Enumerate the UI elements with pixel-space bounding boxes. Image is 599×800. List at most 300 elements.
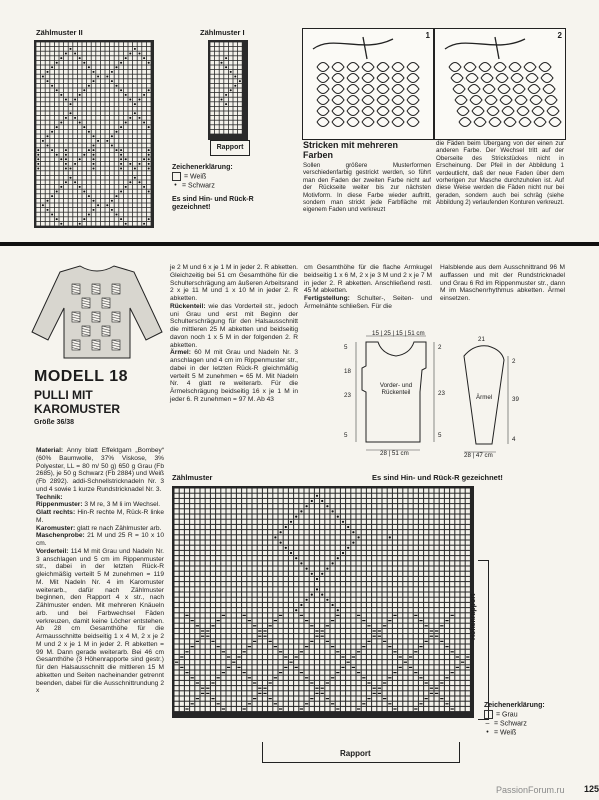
main-chart-cell xyxy=(398,613,402,617)
main-chart-cell xyxy=(216,681,220,685)
legend-black-text: = Schwarz xyxy=(182,182,215,190)
main-chart-cell xyxy=(414,634,418,638)
knit-loop xyxy=(377,118,389,127)
instruction-paragraph xyxy=(36,494,164,502)
chart-cell xyxy=(59,176,63,180)
main-chart-cell xyxy=(253,504,257,508)
main-chart-cell xyxy=(440,707,444,711)
chart-cell xyxy=(124,61,128,65)
main-chart-cell xyxy=(294,697,298,701)
zaehlmuster-1-title: Zählmuster I xyxy=(200,28,245,37)
chart-cell xyxy=(101,98,105,102)
main-chart-cell xyxy=(461,702,465,706)
chart-cell xyxy=(115,42,119,46)
chart-dot xyxy=(51,149,53,151)
main-chart-cell xyxy=(383,530,387,534)
chart-cell xyxy=(82,148,86,152)
chart-cell xyxy=(87,217,91,221)
main-chart-cell xyxy=(206,645,210,649)
main-chart-cell xyxy=(377,541,381,545)
main-chart-cell xyxy=(237,499,241,503)
main-chart-cell xyxy=(424,572,428,576)
main-chart-cell xyxy=(305,593,309,597)
main-chart-cell xyxy=(393,603,397,607)
main-chart-cell xyxy=(331,681,335,685)
chart-cell xyxy=(110,98,114,102)
chart-dot xyxy=(74,98,76,100)
chart-cell xyxy=(119,194,123,198)
main-chart-cell xyxy=(253,598,257,602)
main-chart-cell xyxy=(268,561,272,565)
main-chart-cell xyxy=(289,577,293,581)
main-chart-cell xyxy=(190,504,194,508)
main-chart-cell xyxy=(409,608,413,612)
main-chart-cell xyxy=(346,535,350,539)
chart-dot xyxy=(79,121,81,123)
main-chart-cell xyxy=(409,619,413,623)
main-chart-cell xyxy=(216,660,220,664)
main-chart-cell xyxy=(341,509,345,513)
main-chart-cell xyxy=(419,520,423,524)
main-chart-cell xyxy=(372,624,376,628)
chart-cell xyxy=(87,125,91,129)
chart-dot xyxy=(148,163,150,165)
main-chart-cell xyxy=(435,598,439,602)
chart-cell xyxy=(92,121,96,125)
main-chart-dash xyxy=(237,667,240,668)
chart-cell xyxy=(105,171,109,175)
main-chart-cell xyxy=(414,541,418,545)
check-square xyxy=(92,284,100,294)
chart-dot xyxy=(88,85,90,87)
main-chart-cell xyxy=(180,593,184,597)
main-chart-cell xyxy=(445,556,449,560)
main-chart-dash xyxy=(284,667,287,668)
main-chart-cell xyxy=(284,489,288,493)
paragraph-right: die Fäden beim Übergang von der einen zur anderen Farbe. Der Wechsel tritt auf der Oberseite des Strickstückes nicht in Erscheinung. Der Pfeil in der Abbildung 1 verdeutlicht, daß der neue Faden über dem vorherigen zur Masche durchzuholen ist. Auf diese Weise werden die Fäden nicht nur bei geraden, sondern auch bei schräg (siehe Abbildung 2) verlaufenden Konturen verkreuzt. xyxy=(436,140,564,207)
main-chart-cell xyxy=(440,504,444,508)
main-chart-cell xyxy=(357,556,361,560)
main-chart-cell xyxy=(206,697,210,701)
chart-cell xyxy=(147,213,151,217)
chart-cell xyxy=(78,111,82,115)
chart-dot xyxy=(92,209,94,211)
main-chart-cell xyxy=(305,639,309,643)
main-chart-cell xyxy=(242,587,246,591)
main-chart-cell xyxy=(185,541,189,545)
knit-loop xyxy=(528,85,540,94)
main-chart-cell xyxy=(253,691,257,695)
main-chart-cell xyxy=(284,582,288,586)
chart-cell xyxy=(229,75,233,79)
main-chart-cell xyxy=(284,494,288,498)
chart-cell xyxy=(96,65,100,69)
main-chart-cell xyxy=(341,639,345,643)
main-chart-cell xyxy=(414,624,418,628)
instruction-heading: Ärmel: xyxy=(170,349,191,357)
main-chart-cell xyxy=(440,691,444,695)
main-chart-cell xyxy=(211,520,215,524)
rapport-box-1 xyxy=(210,140,250,156)
chart-cell xyxy=(115,157,119,161)
chart-cell xyxy=(55,75,59,79)
chart-cell xyxy=(124,70,128,74)
main-chart-cell xyxy=(216,504,220,508)
main-chart-cell xyxy=(383,613,387,617)
main-chart-cell xyxy=(351,598,355,602)
chart-cell xyxy=(46,56,50,60)
main-chart-cell xyxy=(414,655,418,659)
main-chart-cell xyxy=(320,535,324,539)
chart-cell xyxy=(105,93,109,97)
main-chart-cell xyxy=(398,515,402,519)
chart-cell xyxy=(220,111,224,115)
knit-loop xyxy=(539,63,551,72)
main-chart-cell xyxy=(351,676,355,680)
chart-cell xyxy=(46,217,50,221)
chart-cell xyxy=(215,70,219,74)
main-chart-cell xyxy=(289,624,293,628)
main-chart-cell xyxy=(320,624,324,628)
main-chart-cell xyxy=(383,587,387,591)
chart-cell xyxy=(46,61,50,65)
chart-cell xyxy=(50,185,54,189)
main-chart-dash xyxy=(440,641,443,642)
main-chart-cell xyxy=(372,650,376,654)
chart-cell xyxy=(87,203,91,207)
main-chart-cell xyxy=(201,530,205,534)
main-chart-cell xyxy=(435,561,439,565)
knit-loop xyxy=(392,118,404,127)
chart-cell xyxy=(96,190,100,194)
main-chart-cell xyxy=(237,515,241,519)
main-chart-cell xyxy=(268,504,272,508)
main-chart-cell xyxy=(310,541,314,545)
main-chart-cell xyxy=(367,577,371,581)
instruction-paragraph: Fertigstellung: Schulter-, Seiten- und Ärmelnähte schließen. Für die xyxy=(304,295,432,310)
main-chart-cell xyxy=(388,624,392,628)
main-chart-cell xyxy=(362,556,366,560)
chart-cell xyxy=(50,217,54,221)
main-chart-cell xyxy=(429,702,433,706)
main-chart-cell xyxy=(445,608,449,612)
main-chart-cell xyxy=(450,546,454,550)
chart-cell xyxy=(138,203,142,207)
main-chart-cell xyxy=(383,619,387,623)
main-chart-cell xyxy=(461,561,465,565)
main-chart-dash xyxy=(300,708,303,709)
main-chart-cell xyxy=(253,707,257,711)
main-chart-cell xyxy=(315,561,319,565)
main-chart-cell xyxy=(403,515,407,519)
main-chart-cell xyxy=(320,598,324,602)
main-chart-cell xyxy=(450,535,454,539)
chart-cell xyxy=(233,42,237,46)
main-chart-cell xyxy=(372,535,376,539)
main-chart-cell xyxy=(357,624,361,628)
main-chart-cell xyxy=(409,676,413,680)
chart-cell xyxy=(73,203,77,207)
main-chart-cell xyxy=(466,587,470,591)
main-chart-dot xyxy=(300,510,302,512)
chart-cell xyxy=(215,130,219,134)
main-chart-cell xyxy=(247,499,251,503)
chart-cell xyxy=(96,102,100,106)
chart-cell xyxy=(36,42,40,46)
chart-cell xyxy=(105,194,109,198)
main-chart-cell xyxy=(175,645,179,649)
main-chart-cell xyxy=(180,707,184,711)
main-chart-dash xyxy=(425,682,428,683)
dot-icon-bottom: • xyxy=(486,728,489,736)
instruction-paragraph: Karomuster: glatt re nach Zählmuster arb. xyxy=(36,524,162,532)
main-chart-cell xyxy=(357,645,361,649)
chart-cell xyxy=(233,61,237,65)
chart-cell xyxy=(41,70,45,74)
chart-cell xyxy=(87,222,91,226)
main-chart-cell xyxy=(279,582,283,586)
chart-cell xyxy=(69,171,73,175)
chart-cell xyxy=(110,102,114,106)
main-chart-cell xyxy=(211,556,215,560)
main-chart-cell xyxy=(435,619,439,623)
main-chart-cell xyxy=(461,551,465,555)
knit-loop xyxy=(543,85,555,94)
main-chart-cell xyxy=(185,681,189,685)
main-chart-cell xyxy=(201,577,205,581)
main-chart-cell xyxy=(185,697,189,701)
chart-cell xyxy=(55,121,59,125)
main-chart-cell xyxy=(367,593,371,597)
main-chart-cell xyxy=(362,691,366,695)
chart-cell xyxy=(142,70,146,74)
main-chart-cell xyxy=(268,582,272,586)
main-chart-cell xyxy=(388,572,392,576)
chart-cell xyxy=(59,98,63,102)
main-chart-cell xyxy=(331,494,335,498)
main-chart-cell xyxy=(455,509,459,513)
main-chart-dash xyxy=(248,620,251,621)
chart-cell xyxy=(229,121,233,125)
main-chart-dash xyxy=(451,672,454,673)
main-chart-cell xyxy=(367,613,371,617)
chart-cell xyxy=(128,153,132,157)
main-chart-cell xyxy=(201,650,205,654)
main-chart-cell xyxy=(185,546,189,550)
chart-cell xyxy=(105,217,109,221)
main-chart-cell xyxy=(201,546,205,550)
chart-cell xyxy=(124,102,128,106)
main-chart-cell xyxy=(331,671,335,675)
main-chart-cell xyxy=(403,634,407,638)
chart-cell xyxy=(41,144,45,148)
chart-cell xyxy=(50,107,54,111)
main-chart-cell xyxy=(341,494,345,498)
main-chart-dash xyxy=(232,662,235,663)
knit-loop xyxy=(496,74,508,83)
chart-cell xyxy=(115,52,119,56)
main-chart-cell xyxy=(221,619,225,623)
chart-cell xyxy=(147,98,151,102)
main-chart-cell xyxy=(424,686,428,690)
main-chart-dot xyxy=(389,536,391,538)
main-chart-cell xyxy=(237,598,241,602)
main-chart-cell xyxy=(310,634,314,638)
main-chart-cell xyxy=(315,619,319,623)
schematic-right-1: 2 xyxy=(438,344,442,351)
chart-cell xyxy=(41,171,45,175)
main-chart-dash xyxy=(425,641,428,642)
chart-cell xyxy=(41,185,45,189)
chart-cell xyxy=(92,47,96,51)
main-chart-dot xyxy=(321,573,323,575)
main-chart-cell xyxy=(388,551,392,555)
main-chart-cell xyxy=(315,645,319,649)
main-chart-cell xyxy=(325,582,329,586)
chart-cell xyxy=(36,75,40,79)
chart-cell xyxy=(215,47,219,51)
main-chart-dash xyxy=(279,672,282,673)
main-chart-cell xyxy=(403,520,407,524)
main-chart-cell xyxy=(315,572,319,576)
chart-cell xyxy=(147,56,151,60)
main-chart-cell xyxy=(346,639,350,643)
main-chart-cell xyxy=(195,676,199,680)
main-chart-cell xyxy=(388,671,392,675)
main-chart-cell xyxy=(346,629,350,633)
main-chart-cell xyxy=(346,608,350,612)
main-chart-cell xyxy=(175,676,179,680)
chart-cell xyxy=(55,176,59,180)
main-chart-cell xyxy=(383,494,387,498)
main-chart-cell xyxy=(211,582,215,586)
chart-cell xyxy=(96,176,100,180)
chart-dot xyxy=(74,163,76,165)
main-chart-cell xyxy=(237,572,241,576)
chart-cell xyxy=(119,199,123,203)
main-chart-cell xyxy=(450,530,454,534)
main-chart-cell xyxy=(403,650,407,654)
main-chart-cell xyxy=(393,561,397,565)
main-chart-cell xyxy=(383,608,387,612)
main-chart-cell xyxy=(336,619,340,623)
main-chart-cell xyxy=(227,567,231,571)
main-chart-cell xyxy=(450,593,454,597)
chart-cell xyxy=(133,88,137,92)
main-chart-cell xyxy=(273,650,277,654)
chart-cell xyxy=(138,176,142,180)
chart-cell xyxy=(233,52,237,56)
knit-loop xyxy=(489,118,501,127)
chart-cell xyxy=(119,84,123,88)
main-chart-cell xyxy=(221,525,225,529)
main-chart-cell xyxy=(227,577,231,581)
chart-cell xyxy=(138,84,142,88)
main-chart-cell xyxy=(331,655,335,659)
chart-dot xyxy=(83,62,85,64)
main-chart-cell xyxy=(289,681,293,685)
main-chart-cell xyxy=(294,525,298,529)
main-chart-cell xyxy=(279,660,283,664)
main-chart-cell xyxy=(403,697,407,701)
main-chart-dash xyxy=(425,625,428,626)
main-chart-cell xyxy=(268,671,272,675)
main-chart-dash xyxy=(269,625,272,626)
main-chart-cell xyxy=(320,676,324,680)
knit-loop xyxy=(377,63,389,72)
main-chart-cell xyxy=(440,702,444,706)
main-chart-cell xyxy=(383,686,387,690)
main-chart-cell xyxy=(403,572,407,576)
main-chart-cell xyxy=(242,546,246,550)
main-chart-cell xyxy=(331,525,335,529)
main-chart-cell xyxy=(403,582,407,586)
main-chart-cell xyxy=(393,608,397,612)
chart-cell xyxy=(87,139,91,143)
chart-cell xyxy=(133,107,137,111)
main-chart-cell xyxy=(247,697,251,701)
chart-dot xyxy=(92,149,94,151)
main-chart-cell xyxy=(398,707,402,711)
main-chart-cell xyxy=(346,515,350,519)
chart-cell xyxy=(215,107,219,111)
main-chart-cell xyxy=(461,499,465,503)
chart-cell xyxy=(55,134,59,138)
main-chart-dot xyxy=(295,609,297,611)
chart-cell xyxy=(229,102,233,106)
main-chart-cell xyxy=(383,629,387,633)
chart-cell xyxy=(115,125,119,129)
main-chart-cell xyxy=(206,665,210,669)
main-chart-cell xyxy=(388,541,392,545)
main-chart-cell xyxy=(393,551,397,555)
main-chart-cell xyxy=(450,587,454,591)
chart-cell xyxy=(69,116,73,120)
chart-cell xyxy=(59,52,63,56)
main-chart-cell xyxy=(206,494,210,498)
main-chart-cell xyxy=(201,707,205,711)
main-chart-cell xyxy=(185,582,189,586)
main-chart-cell xyxy=(232,671,236,675)
main-chart-dash xyxy=(196,698,199,699)
chart-dot xyxy=(120,163,122,165)
main-chart-cell xyxy=(195,587,199,591)
chart-cell xyxy=(73,102,77,106)
main-chart-cell xyxy=(294,619,298,623)
schematic-right-3: 5 xyxy=(438,432,442,439)
chart-cell xyxy=(142,84,146,88)
chart-cell xyxy=(147,47,151,51)
main-chart-cell xyxy=(445,681,449,685)
chart-cell xyxy=(55,167,59,171)
chart-dot xyxy=(120,89,122,91)
main-chart-cell xyxy=(227,582,231,586)
main-chart-cell xyxy=(383,489,387,493)
main-chart-cell xyxy=(346,504,350,508)
main-chart-cell xyxy=(175,593,179,597)
main-chart-cell xyxy=(253,587,257,591)
main-chart-cell xyxy=(409,634,413,638)
chart-cell xyxy=(50,125,54,129)
main-chart-cell xyxy=(253,702,257,706)
main-chart-cell xyxy=(346,665,350,669)
chart-dot xyxy=(225,66,227,68)
chart-cell xyxy=(92,56,96,60)
knit-loop xyxy=(347,96,359,105)
main-chart-cell xyxy=(362,504,366,508)
chart-cell xyxy=(133,98,137,102)
main-chart-dash xyxy=(300,615,303,616)
